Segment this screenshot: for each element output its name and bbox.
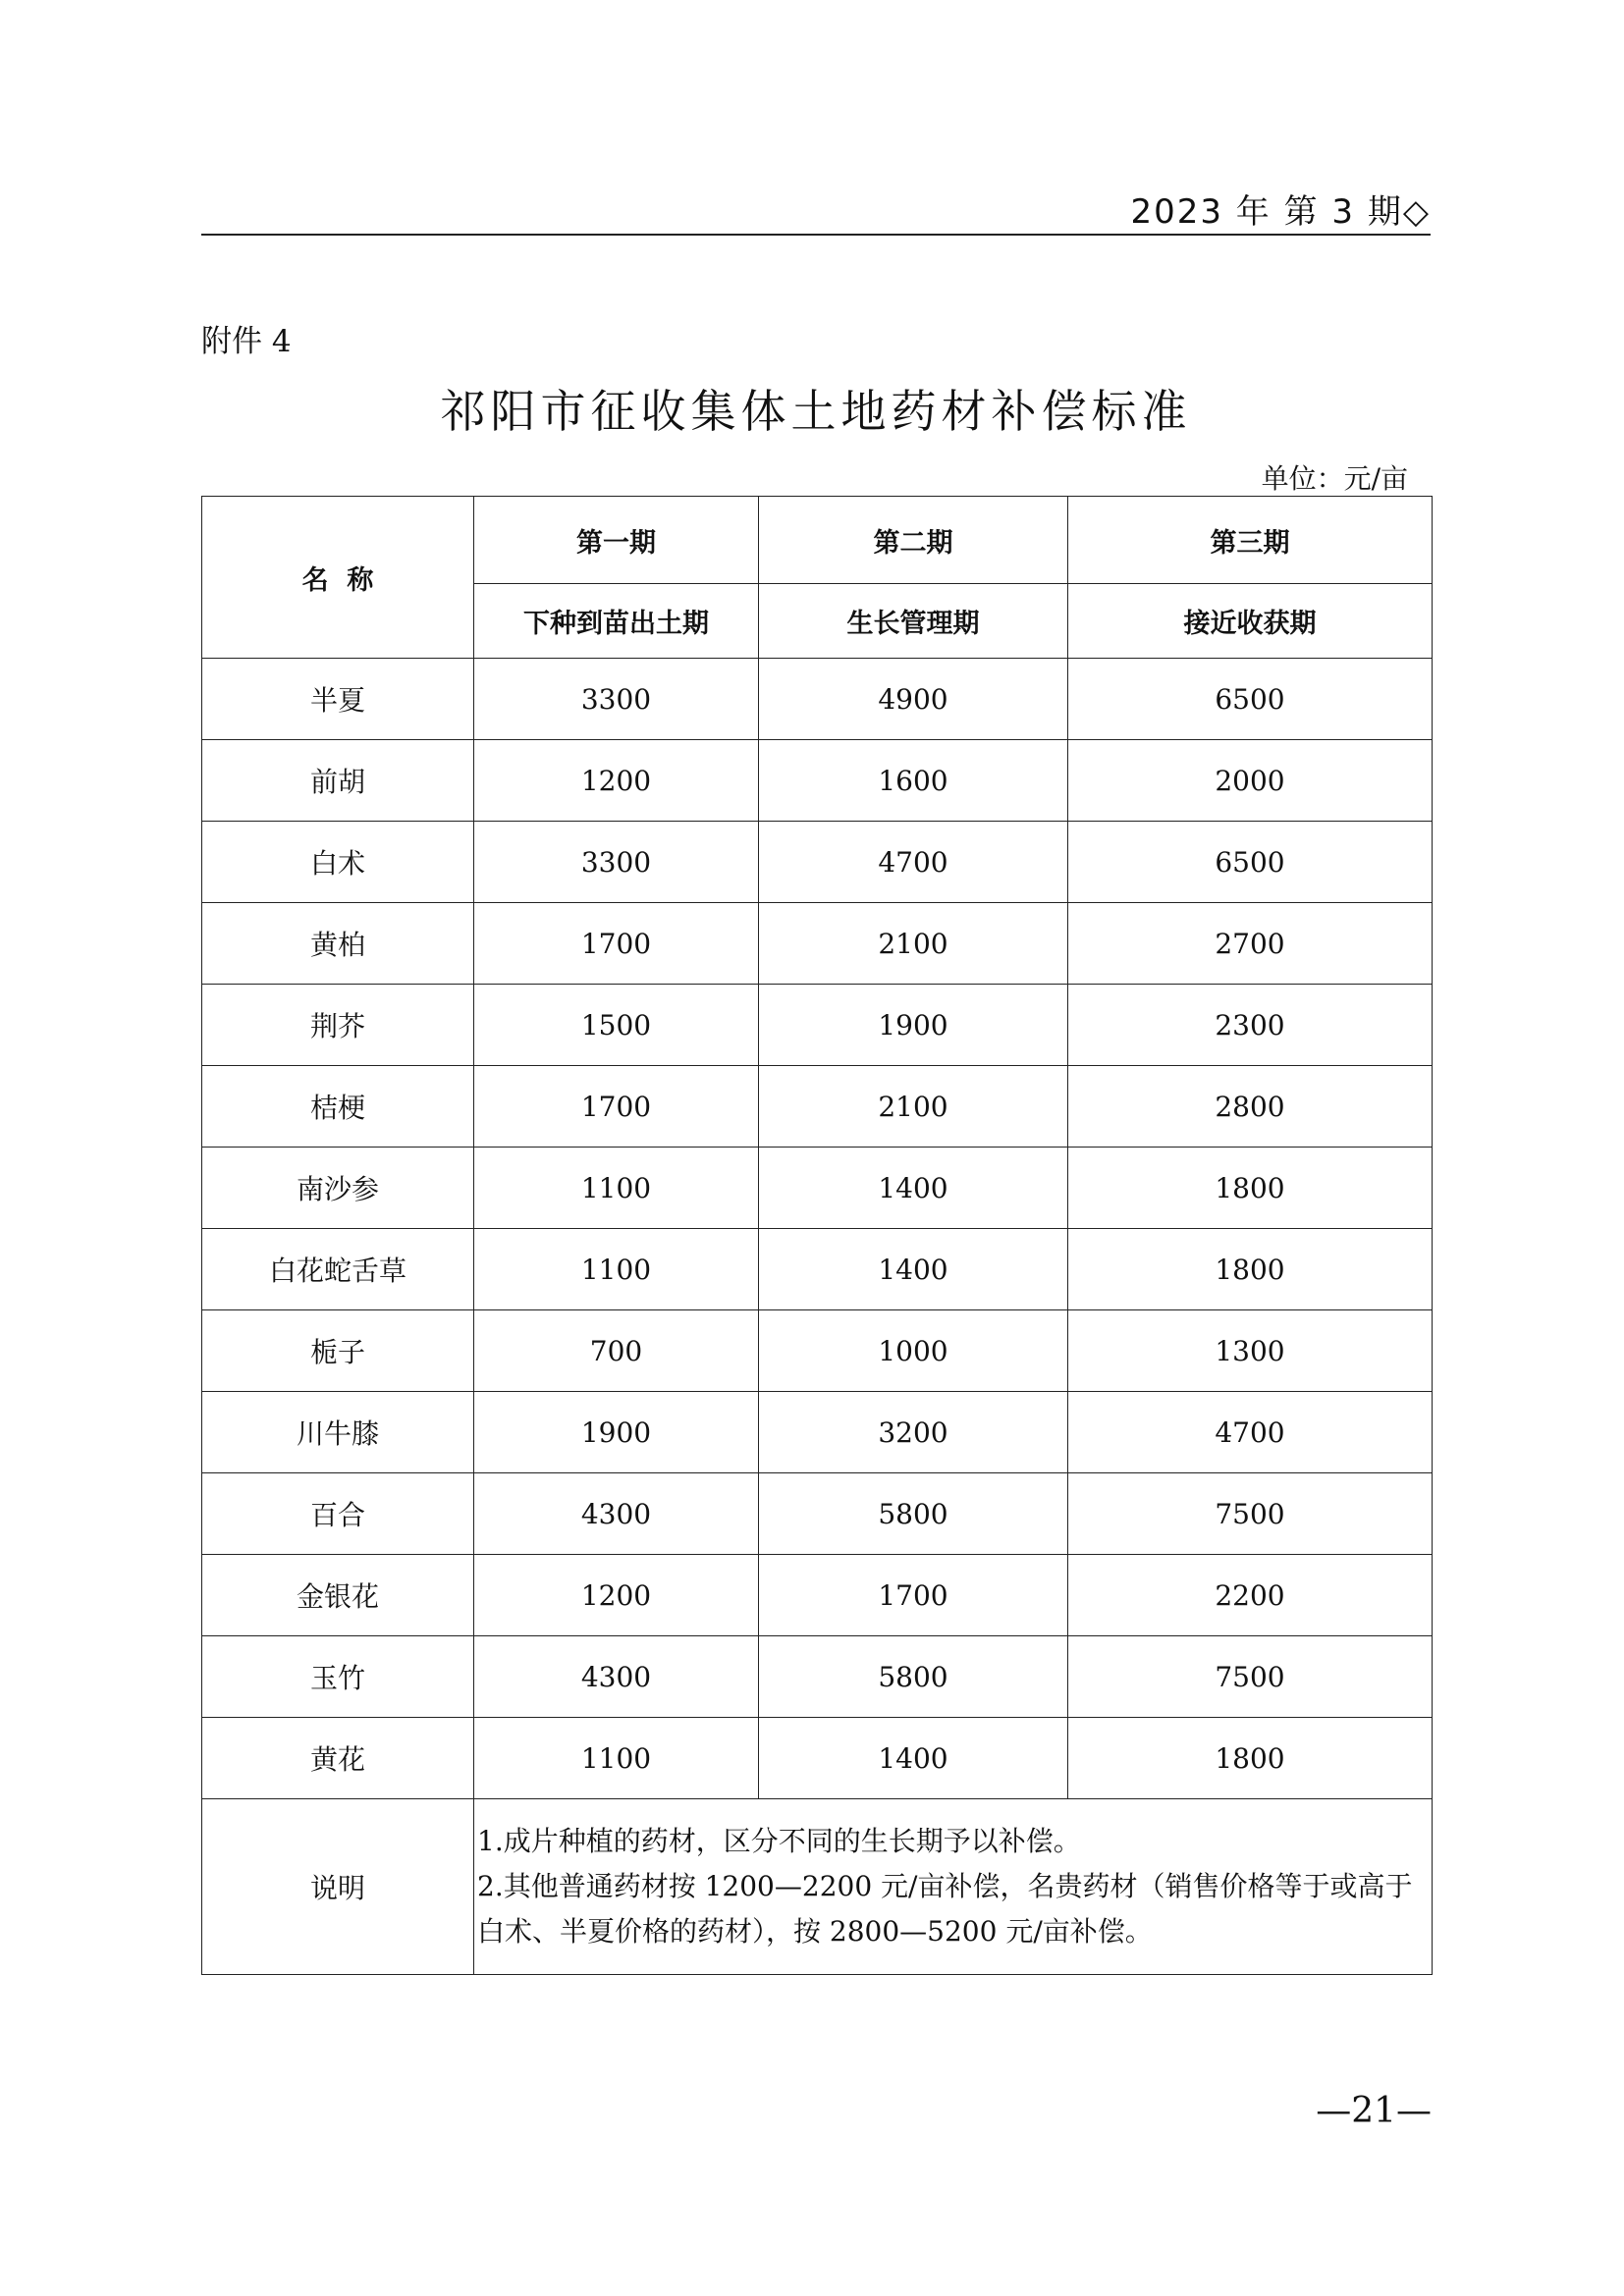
- value-cell: 1700: [474, 1066, 759, 1148]
- value-cell: 1600: [759, 740, 1068, 822]
- value-cell: 1800: [1068, 1229, 1433, 1310]
- value-cell: 2800: [1068, 1066, 1433, 1148]
- value-cell: 1900: [474, 1392, 759, 1473]
- herb-name-cell: 玉竹: [202, 1636, 474, 1718]
- value-cell: 2000: [1068, 740, 1433, 822]
- table-row: [202, 985, 1433, 1066]
- table-row: [202, 1310, 1433, 1392]
- value-cell: 1500: [474, 985, 759, 1066]
- table-row: [202, 1392, 1433, 1473]
- value-cell: 1200: [474, 740, 759, 822]
- table-row: [202, 903, 1433, 985]
- value-cell: 3300: [474, 659, 759, 740]
- value-cell: 4900: [759, 659, 1068, 740]
- note-row: [202, 1799, 1433, 1975]
- value-cell: 3200: [759, 1392, 1068, 1473]
- note-item: 2.其他普通药材按 1200—2200 元/亩补偿，名贵药材（销售价格等于或高于白术、半夏价格的药材），按 2800—5200 元/亩补偿。: [477, 1870, 1413, 1948]
- period-header: 第一期: [474, 497, 759, 584]
- value-cell: 5800: [759, 1473, 1068, 1555]
- table-row: [202, 1555, 1433, 1636]
- table-row: [202, 659, 1433, 740]
- herb-name-cell: 桔梗: [202, 1066, 474, 1148]
- value-cell: 2300: [1068, 985, 1433, 1066]
- value-cell: 1900: [759, 985, 1068, 1066]
- herb-name-cell: 半夏: [202, 659, 474, 740]
- note-item: 1.成片种植的药材，区分不同的生长期予以补偿。: [477, 1825, 1081, 1857]
- value-cell: 6500: [1068, 659, 1433, 740]
- table-row: [202, 1066, 1433, 1148]
- value-cell: 2100: [759, 1066, 1068, 1148]
- value-cell: 1100: [474, 1148, 759, 1229]
- herb-name-cell: 前胡: [202, 740, 474, 822]
- value-cell: 2700: [1068, 903, 1433, 985]
- phase-header: 接近收获期: [1068, 584, 1433, 659]
- herb-name-cell: 黄花: [202, 1718, 474, 1799]
- issue-label: 2023 年 第 3 期◇: [1130, 192, 1431, 232]
- table-row: [202, 1148, 1433, 1229]
- herb-name-cell: 南沙参: [202, 1148, 474, 1229]
- herb-name-cell: 川牛膝: [202, 1392, 474, 1473]
- period-header: 第三期: [1068, 497, 1433, 584]
- herb-name-cell: 黄柏: [202, 903, 474, 985]
- value-cell: 4300: [474, 1473, 759, 1555]
- unit-label: 单位：元/亩: [1261, 462, 1408, 495]
- table-row: [202, 1229, 1433, 1310]
- value-cell: 4700: [759, 822, 1068, 903]
- table-row: [202, 740, 1433, 822]
- table-row: [202, 1473, 1433, 1555]
- value-cell: 2200: [1068, 1555, 1433, 1636]
- value-cell: 1400: [759, 1148, 1068, 1229]
- value-cell: 1100: [474, 1718, 759, 1799]
- document-title: 祁阳市征收集体土地药材补偿标准: [440, 385, 1192, 438]
- period-header: 第二期: [759, 497, 1068, 584]
- page-header: [201, 177, 1431, 236]
- page-number: —21—: [1316, 2091, 1432, 2131]
- value-cell: 5800: [759, 1636, 1068, 1718]
- herb-name-cell: 金银花: [202, 1555, 474, 1636]
- herb-name-cell: 百合: [202, 1473, 474, 1555]
- value-cell: 1400: [759, 1229, 1068, 1310]
- value-cell: 1400: [759, 1718, 1068, 1799]
- value-cell: 7500: [1068, 1473, 1433, 1555]
- value-cell: 2100: [759, 903, 1068, 985]
- phase-header: 生长管理期: [759, 584, 1068, 659]
- herb-name-cell: 栀子: [202, 1310, 474, 1392]
- value-cell: 1000: [759, 1310, 1068, 1392]
- value-cell: 6500: [1068, 822, 1433, 903]
- value-cell: 1800: [1068, 1718, 1433, 1799]
- name-column-header: 名 称: [202, 497, 474, 659]
- attachment-label: 附件 4: [201, 324, 292, 359]
- value-cell: 1800: [1068, 1148, 1433, 1229]
- table-row: [202, 1718, 1433, 1799]
- value-cell: 700: [474, 1310, 759, 1392]
- herb-name-cell: 白术: [202, 822, 474, 903]
- value-cell: 1300: [1068, 1310, 1433, 1392]
- value-cell: 3300: [474, 822, 759, 903]
- note-label: 说明: [202, 1799, 474, 1975]
- value-cell: 7500: [1068, 1636, 1433, 1718]
- herb-name-cell: 白花蛇舌草: [202, 1229, 474, 1310]
- table-row: [202, 1636, 1433, 1718]
- value-cell: 1200: [474, 1555, 759, 1636]
- note-content: [474, 1799, 1433, 1975]
- value-cell: 1100: [474, 1229, 759, 1310]
- value-cell: 4300: [474, 1636, 759, 1718]
- value-cell: 1700: [474, 903, 759, 985]
- value-cell: 4700: [1068, 1392, 1433, 1473]
- compensation-table: [201, 496, 1433, 1975]
- phase-header: 下种到苗出土期: [474, 584, 759, 659]
- value-cell: 1700: [759, 1555, 1068, 1636]
- table-row: [202, 822, 1433, 903]
- herb-name-cell: 荆芥: [202, 985, 474, 1066]
